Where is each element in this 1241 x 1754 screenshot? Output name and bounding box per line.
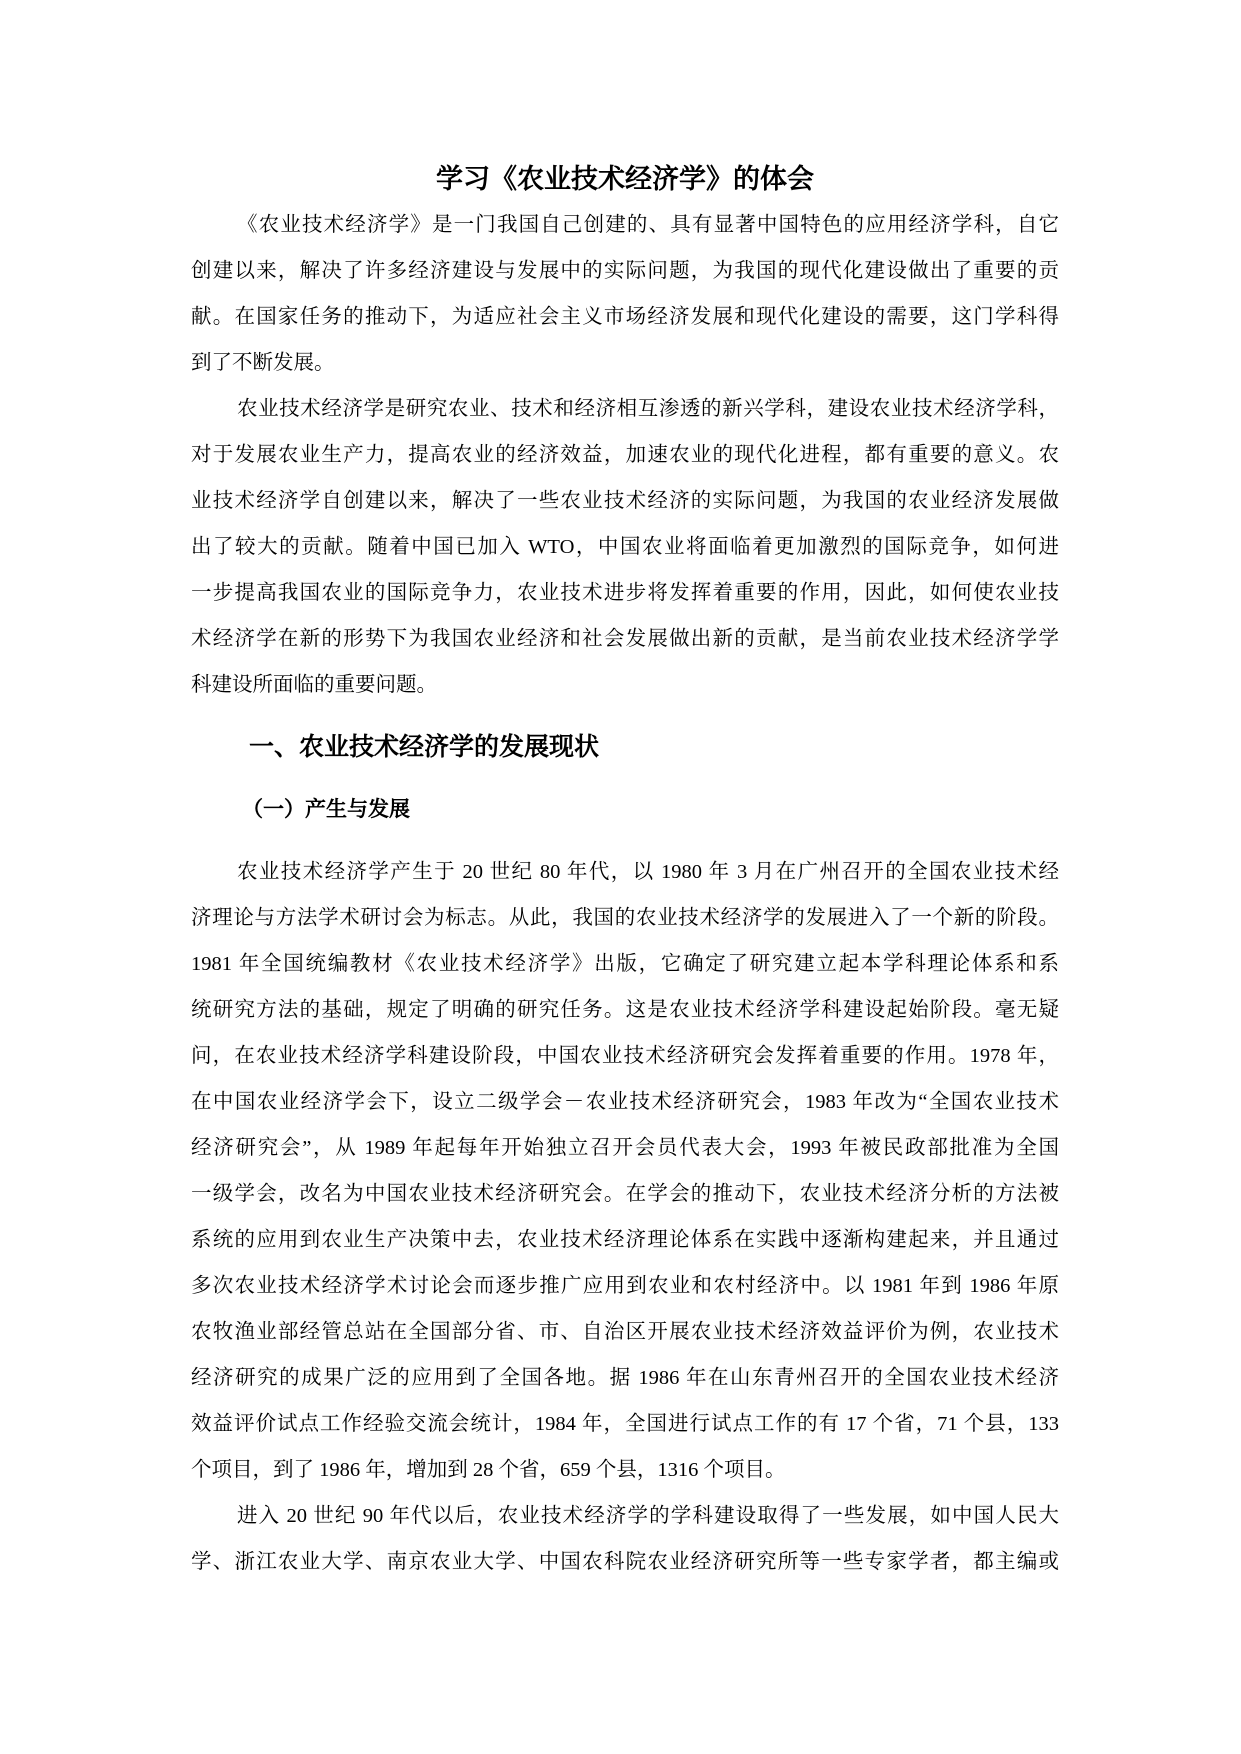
paragraph-line: 《农业技术经济学》是一门我国自己创建的、具有显著中国特色的应用经济学科，自它 (237, 214, 1059, 236)
subsection-heading: （一）产生与发展 (242, 797, 410, 821)
paragraph-line: 在中国农业经济学会下，设立二级学会－农业技术经济研究会，1983 年改为“全国农业技术 (191, 1091, 1059, 1113)
paragraph-line: 农业技术经济学是研究农业、技术和经济相互渗透的新兴学科，建设农业技术经济学科， (237, 398, 1059, 420)
paragraph-line: 到了不断发展。 (191, 352, 335, 374)
paragraph-line: 术经济学在新的形势下为我国农业经济和社会发展做出新的贡献，是当前农业技术经济学学 (191, 628, 1059, 650)
paragraph-line: 农牧渔业部经管总站在全国部分省、市、自治区开展农业技术经济效益评价为例，农业技术 (191, 1321, 1059, 1343)
paragraph-line: 统研究方法的基础，规定了明确的研究任务。这是农业技术经济学科建设起始阶段。毫无疑 (191, 999, 1059, 1021)
paragraph-line: 效益评价试点工作经验交流会统计，1984 年，全国进行试点工作的有 17 个省，71 个县，133 (191, 1413, 1059, 1435)
paragraph-line: 学、浙江农业大学、南京农业大学、中国农科院农业经济研究所等一些专家学者，都主编或 (191, 1551, 1059, 1573)
paragraph-line: 农业技术经济学产生于 20 世纪 80 年代，以 1980 年 3 月在广州召开的全国农业技术经 (237, 861, 1059, 883)
paragraph-line: 1981 年全国统编教材《农业技术经济学》出版，它确定了研究建立起本学科理论体系和系 (191, 953, 1059, 975)
paragraph-line: 一级学会，改名为中国农业技术经济研究会。在学会的推动下，农业技术经济分析的方法被 (191, 1183, 1059, 1205)
paragraph-line: 济理论与方法学术研讨会为标志。从此，我国的农业技术经济学的发展进入了一个新的阶段。 (191, 907, 1059, 929)
section-heading: 一、农业技术经济学的发展现状 (249, 732, 600, 761)
paragraph-line: 进入 20 世纪 90 年代以后，农业技术经济学的学科建设取得了一些发展，如中国人民大 (237, 1505, 1059, 1527)
paragraph (191, 1493, 1059, 1585)
document-title: 学习《农业技术经济学》的体会 (436, 164, 814, 195)
paragraph (191, 849, 1059, 1493)
paragraph-line: 系统的应用到农业生产决策中去，农业技术经济理论体系在实践中逐渐构建起来，并且通过 (191, 1229, 1059, 1251)
paragraph-line: 问，在农业技术经济学科建设阶段，中国农业技术经济研究会发挥着重要的作用。1978 年， (191, 1045, 1059, 1067)
paragraph (191, 386, 1059, 708)
paragraph (191, 202, 1059, 386)
paragraph-line: 个项目，到了 1986 年，增加到 28 个省，659 个县，1316 个项目。 (191, 1459, 786, 1481)
paragraph-line: 一步提高我国农业的国际竞争力，农业技术进步将发挥着重要的作用，因此，如何使农业技 (191, 582, 1059, 604)
paragraph-line: 经济研究会”，从 1989 年起每年开始独立召开会员代表大会，1993 年被民政部批准为全国 (191, 1137, 1059, 1159)
paragraph-line: 业技术经济学自创建以来，解决了一些农业技术经济的实际问题，为我国的农业经济发展做 (191, 490, 1059, 512)
paragraph-line: 创建以来，解决了许多经济建设与发展中的实际问题，为我国的现代化建设做出了重要的贡 (191, 260, 1059, 282)
paragraph-line: 献。在国家任务的推动下，为适应社会主义市场经济发展和现代化建设的需要，这门学科得 (191, 306, 1059, 328)
paragraph-line: 对于发展农业生产力，提高农业的经济效益，加速农业的现代化进程，都有重要的意义。农 (191, 444, 1059, 466)
paragraph-line: 多次农业技术经济学术讨论会而逐步推广应用到农业和农村经济中。以 1981 年到 1986 年原 (191, 1275, 1059, 1297)
paragraph-line: 科建设所面临的重要问题。 (191, 674, 437, 696)
document-body (191, 202, 1059, 1585)
paragraph-line: 经济研究的成果广泛的应用到了全国各地。据 1986 年在山东青州召开的全国农业技术经济 (191, 1367, 1059, 1389)
paragraph-line: 出了较大的贡献。随着中国已加入 WTO，中国农业将面临着更加激烈的国际竞争，如何进 (191, 536, 1059, 558)
